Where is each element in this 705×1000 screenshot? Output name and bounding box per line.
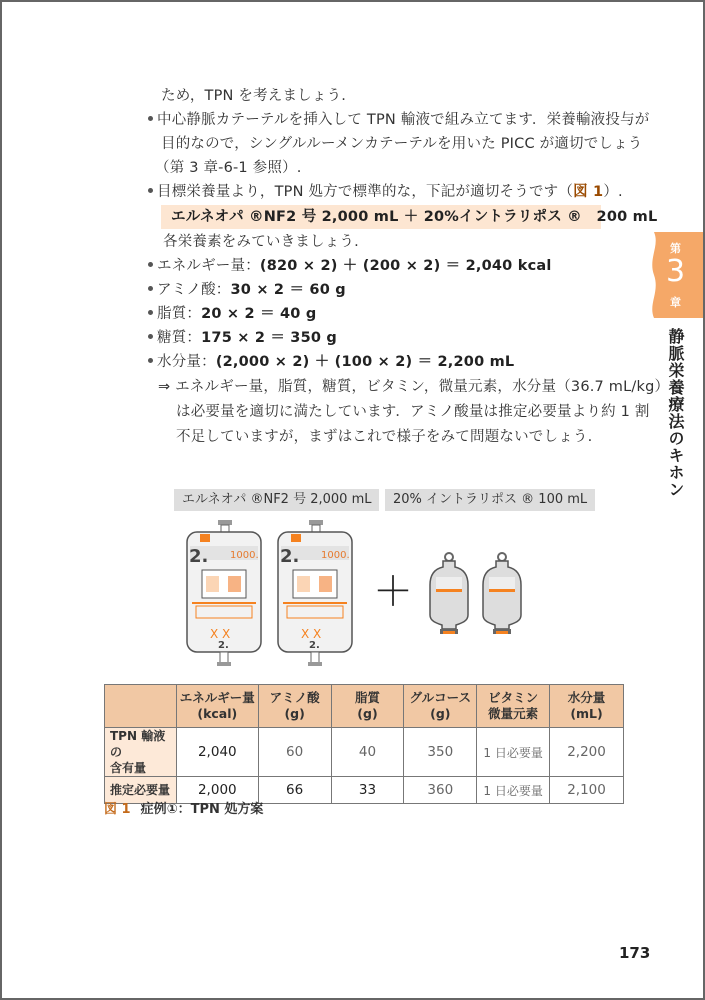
table-header-lipid: 脂質 (g) bbox=[331, 685, 404, 728]
calc-label: アミノ酸： bbox=[157, 282, 231, 298]
intralipos-bottle-image-2 bbox=[481, 551, 523, 637]
table-header-glucose: グルコース (g) bbox=[404, 685, 477, 728]
calc-item-lipid bbox=[148, 304, 316, 324]
paragraph-line: ため，TPN を考えましょう. bbox=[161, 88, 347, 104]
calc-value: 30 × 2 ＝ 60 g bbox=[230, 282, 346, 298]
svg-text:X X: X X bbox=[210, 627, 231, 641]
figure-caption bbox=[104, 798, 263, 817]
table-cell: 60 bbox=[258, 728, 331, 777]
nutrition-comparison-table bbox=[104, 684, 624, 804]
elneopa-bag-image-2 bbox=[275, 518, 355, 668]
bullet-text: 目標栄養量より，TPN 処方で標準的な，下記が適切そうです（ bbox=[157, 184, 574, 200]
calc-label: 糖質： bbox=[157, 330, 202, 346]
row-label: TPN 輸液の 含有量 bbox=[105, 728, 177, 777]
svg-text:X X: X X bbox=[301, 627, 322, 641]
chapter-number: 3 bbox=[665, 254, 686, 289]
calc-label: エネルギー量： bbox=[157, 258, 260, 274]
svg-text:2.: 2. bbox=[280, 546, 300, 567]
conclusion-line: 不足していますが，まずはこれで様子をみて問題ないでしょう. bbox=[176, 429, 593, 445]
table-cell: 40 bbox=[331, 728, 404, 777]
table-header-empty bbox=[105, 685, 177, 728]
table-header-vitamin-trace: ビタミン 微量元素 bbox=[477, 685, 550, 728]
svg-text:1000.: 1000. bbox=[230, 550, 259, 561]
calc-item-energy bbox=[148, 256, 552, 276]
svg-text:2.: 2. bbox=[309, 640, 320, 651]
bullet-text: 中心静脈カテーテルを挿入して TPN 輸液で組み立てます．栄養輸液投与が bbox=[157, 112, 650, 128]
svg-text:1000.: 1000. bbox=[321, 550, 350, 561]
chapter-prefix: 第 bbox=[670, 242, 681, 255]
calc-value: (820 × 2) ＋ (200 × 2) ＝ 2,040 kcal bbox=[259, 258, 552, 274]
calc-value: (2,000 × 2) ＋ (100 × 2) ＝ 2,200 mL bbox=[215, 354, 515, 370]
prescription-text: エルネオパ ®NF2 号 2,000 mL ＋ 20%イントラリポス ® 200 mL bbox=[171, 209, 658, 225]
figure-caption-number: 図 1 bbox=[104, 802, 131, 817]
page-number: 173 bbox=[619, 944, 651, 962]
plus-sign: ＋ bbox=[373, 569, 413, 615]
chapter-suffix: 章 bbox=[670, 296, 681, 309]
calc-value: 20 × 2 ＝ 40 g bbox=[201, 306, 317, 322]
svg-text:2.: 2. bbox=[218, 640, 229, 651]
table-header-energy: エネルギー量 (kcal) bbox=[176, 685, 258, 728]
table-cell: 66 bbox=[258, 777, 331, 804]
chapter-tab bbox=[648, 232, 703, 318]
table-cell: 1 日必要量 bbox=[477, 777, 550, 804]
figure-caption-text: 症例①：TPN 処方案 bbox=[140, 802, 264, 817]
conclusion-line: は必要量を適切に満たしています．アミノ酸量は推定必要量より約 1 割 bbox=[176, 404, 650, 420]
calc-item-carbohydrate bbox=[148, 328, 337, 348]
row-label: 推定必要量 bbox=[105, 777, 177, 804]
chapter-title-vertical: 静脈栄養療法のキホン bbox=[666, 328, 685, 498]
bullet-item-catheter bbox=[148, 110, 649, 130]
bullet-continuation: （第 3 章-6-1 参照）. bbox=[155, 160, 302, 176]
table-header-water: 水分量 (mL) bbox=[550, 685, 624, 728]
elneopa-bag-image-1 bbox=[184, 518, 264, 668]
svg-text:2.: 2. bbox=[189, 546, 209, 567]
bullet-item-prescription bbox=[148, 182, 623, 202]
calc-label: 脂質： bbox=[157, 306, 202, 322]
calc-label: 水分量： bbox=[157, 354, 216, 370]
figure-reference-link[interactable]: 図 1 bbox=[573, 184, 604, 200]
table-cell: 360 bbox=[404, 777, 477, 804]
table-cell: 2,000 bbox=[176, 777, 258, 804]
calc-item-water bbox=[148, 352, 514, 372]
table-cell: 2,100 bbox=[550, 777, 624, 804]
calc-item-amino-acid bbox=[148, 280, 346, 300]
table-cell: 2,200 bbox=[550, 728, 624, 777]
table-header-amino-acid: アミノ酸 (g) bbox=[258, 685, 331, 728]
calc-value: 175 × 2 ＝ 350 g bbox=[201, 330, 338, 346]
table-header-row bbox=[105, 685, 624, 728]
table-cell: 33 bbox=[331, 777, 404, 804]
bullet-text: ）. bbox=[603, 184, 623, 200]
table-cell: 1 日必要量 bbox=[477, 728, 550, 777]
table-cell: 2,040 bbox=[176, 728, 258, 777]
bullet-continuation: 目的なので，シングルルーメンカテーテルを用いた PICC が適切でしょう bbox=[161, 136, 643, 152]
intro-text: 各栄養素をみていきましょう. bbox=[163, 234, 359, 250]
table-row-tpn-content bbox=[105, 728, 624, 777]
conclusion-line: ⇒ エネルギー量，脂質，糖質，ビタミン，微量元素，水分量（36.7 mL/kg） bbox=[158, 379, 670, 395]
figure-label-elneopa: エルネオパ ®NF2 号 2,000 mL bbox=[174, 489, 379, 511]
table-cell: 350 bbox=[404, 728, 477, 777]
figure-label-intralipos: 20% イントラリポス ® 100 mL bbox=[385, 489, 595, 511]
intralipos-bottle-image-1 bbox=[428, 551, 470, 637]
